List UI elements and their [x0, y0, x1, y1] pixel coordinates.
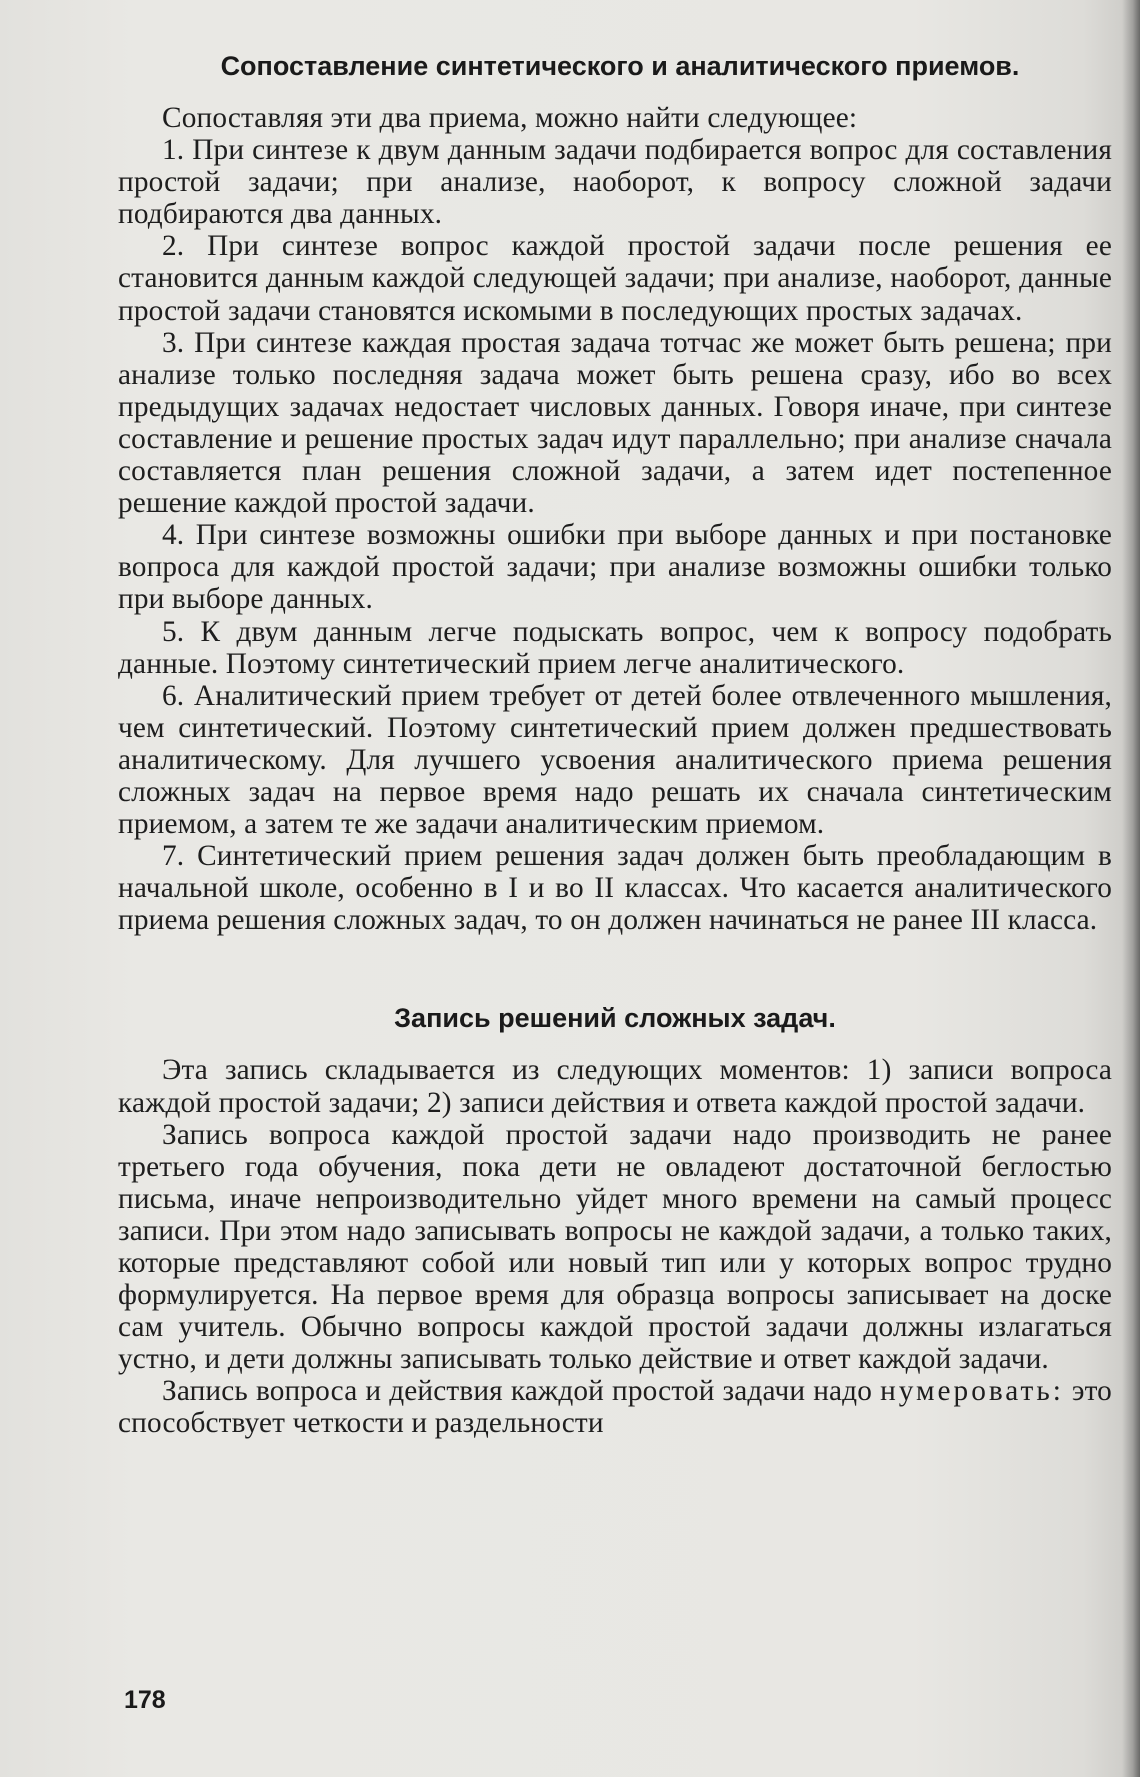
section-title-comparison: Сопоставление синтетического и аналитического приемов. — [220, 51, 1020, 81]
section-title-recording: Запись решений сложных задач. — [394, 1003, 836, 1034]
paragraph-last — [118, 1375, 1112, 1439]
paragraph: 5. К двум данным легче подыскать вопрос, чем к вопросу подобрать данные. Поэтому синтетический прием легче аналитического. — [118, 615, 1112, 680]
page-content — [118, 44, 1112, 1440]
paragraph: 7. Синтетический прием решения задач должен быть преобладающим в начальной школе, особенно в I и во II классах. Что касается аналитического приема решения сложных задач, то он должен начинаться не ранее III класса. — [118, 840, 1112, 937]
page-number: 178 — [124, 1686, 166, 1714]
paragraph: 1. При синтезе к двум данным задачи подбирается вопрос для составления простой задачи; при анализе, наоборот, к вопросу сложной задачи подбираются два данных. — [118, 134, 1112, 231]
paragraph-last-start: Запись вопроса и действия каждой простой задачи надо — [162, 1375, 873, 1408]
page-binding-shadow — [1122, 0, 1140, 1777]
paragraph: 2. При синтезе вопрос каждой простой задачи после решения ее становится данным каждой следующей задачи; при анализе, наоборот, данные простой задачи становятся искомыми в последующих простых задачах. — [118, 230, 1112, 327]
paragraph: 6. Аналитический прием требует от детей более отвлеченного мышления, чем синтетический. Поэтому синтетический прием должен предшествовать аналитическому. Для лучшего усвоения аналитического приема решения сложных задач на первое время надо решать их сначала синтетическим приемом, а затем те же задачи аналитическим приемом. — [118, 679, 1112, 841]
paragraph-last-end: это способствует четкости и раздельности — [118, 1375, 1112, 1440]
paragraph: 3. При синтезе каждая простая задача тотчас же может быть решена; при анализе только последняя задача может быть решена сразу, ибо во всех предыдущих задачах недостает числовых данных. Говоря иначе, при синтезе составление и решение простых задач идут параллельно; при анализе сначала составляется план решения сложной задачи, а затем идет постепенное решение каждой простой задачи. — [118, 326, 1112, 520]
paragraph: Запись вопроса каждой простой задачи надо производить не ранее третьего года обучения, пока дети не овладеют достаточной беглостью письма, иначе непроизводительно уйдет много времени на самый процесс записи. При этом надо записывать вопросы не каждой задачи, а только таких, которые представляют собой или новый тип или у которых вопрос трудно формулируется. На первое время для образца вопросы записывает на доске сам учитель. Обычно вопросы каждой простой задачи должны излагаться устно, и дети должны записывать только действие и ответ каждой задачи. — [118, 1118, 1112, 1376]
paragraph: Эта запись складывается из следующих моментов: 1) записи вопроса каждой простой задачи; 2) записи действия и ответа каждой простой задачи. — [118, 1054, 1112, 1119]
spaced-emphasis: нумеровать: — [880, 1375, 1064, 1408]
paragraph: 4. При синтезе возможны ошибки при выборе данных и при постановке вопроса для каждой простой задачи; при анализе возможны ошибки только при выборе данных. — [118, 519, 1112, 616]
paragraph: Сопоставляя эти два приема, можно найти следующее: — [162, 102, 858, 134]
